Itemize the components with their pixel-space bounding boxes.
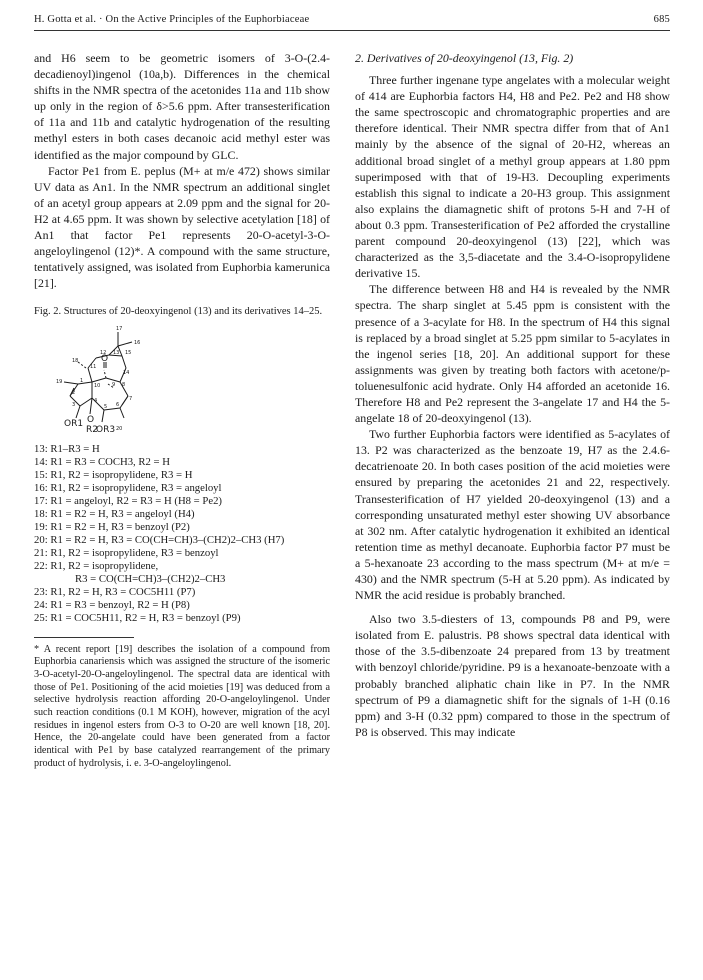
atom-label: 17 (116, 326, 123, 333)
left-column (34, 50, 330, 771)
definition-row: 18: R1 = R2 = H, R3 = angeloyl (H4) (34, 507, 195, 520)
paragraph: Also two 3.5-diesters of 13, compounds P8 and P9, were isolated from E. palustris. P8 shows spectral data identical with those of the 3.5-dibenzoate 24 prepared from 13 by treatment with benzoyl chloride/pyridine. P9 is a hexanoate-benzoate with a probably branched aliphatic chain like in P7. In the NMR spectrum of P9 a diamagnetic shift for the signals of 1-H (0.16 ppm) and 3-H (0.32 ppm) compared to those in the spectrum of P8 is observed. This may indicate (355, 612, 670, 739)
atom-label: 14 (123, 370, 130, 377)
definition-row: 19: R1 = R2 = H, R3 = benzoyl (P2) (34, 520, 190, 533)
atom-label: 11 (90, 364, 97, 371)
definition-row: 23: R1, R2 = H, R3 = COC5H11 (P7) (34, 585, 196, 598)
definition-row: 24: R1 = R3 = benzoyl, R2 = H (P8) (34, 598, 190, 611)
chemical-structure-figure (34, 322, 330, 438)
definition-row: R3 = CO(CH=CH)3–(CH2)2–CH3 (75, 572, 226, 585)
atom-label: 9 (112, 382, 116, 389)
atom-label: 2 (72, 390, 76, 397)
definition-row: 15: R1, R2 = isopropylidene, R3 = H (34, 468, 193, 481)
section-title: 2. Derivatives of 20-deoxyingenol (13, Fig. 2) (355, 51, 574, 65)
atom-label: 12 (100, 350, 107, 357)
atom-label: 15 (125, 350, 132, 357)
right-column (355, 50, 670, 740)
paragraph: The difference between H8 and H4 is revealed by the NMR spectra. The sharp singlet at 5.45 ppm is consistent with the presence of a 3-acylate for H8. In the spectrum of H4 this signal is replaced by a broad singlet at 5.25 ppm similar to 5-acylates in the ingenol series [18, 20]. An additional support for these assignments was given by treating both factors with acetone/p-toluenesulfonic acid hydrate. Only H4 afforded an acetonide 16. Therefore H8 and Pe2 represent the 3-angelate 17 and H4 the 5-angelate 18 of 20-deoxyingenol (13). (355, 282, 670, 426)
compound-definitions (34, 443, 330, 625)
footnote-rule (34, 637, 134, 638)
definition-row: 21: R1, R2 = isopropylidene, R3 = benzoyl (34, 546, 219, 559)
atom-label: 4 (94, 398, 98, 405)
page-number: 685 (653, 14, 670, 25)
paragraph: and H6 seem to be geometric isomers of 3-O-(2.4-decadienoyl)ingenol (10a,b). Differences in the chemical shifts in the NMR spectra of the acetonides 11a and 11b show up only in the region of δ>5.6 ppm. After transesterification of 11a and 11b and catalytic hydrogenation of the resulting methyl esters in both cases decanoic acid methyl ester was identified as the major compound by GLC. (34, 51, 330, 162)
atom-label: O (101, 354, 109, 365)
substituent-label: OR1 (64, 419, 84, 430)
structure-drawing (34, 322, 184, 434)
atom-label: 3 (72, 402, 76, 409)
atom-label: 6 (116, 402, 120, 409)
definition-row: 22: R1, R2 = isopropylidene, (34, 559, 159, 572)
footnote: * A recent report [19] describes the isolation of a compound from Euphorbia canariensis which was assigned the structure of the isomeric 3-O-acetyl-20-O-angeloylingenol. The spectral data are identical with those of Pe1. Positioning of the acid moieties [19] was deduced from a selective hydrolysis reaction affording 20-O-angeloylingenol. Under such reaction conditions (0.1 M KOH), however, migration of the acyl residues in ingenol esters from O-3 to O-20 are well known [18, 20]. Hence, the 20-angelate could have been generated from a factor identical with Pe1 by base catalyzed rearrangement of the primary product of hydrolysis, i. e. 3-O-angeloylingenol. (34, 643, 330, 769)
atom-label: 16 (134, 340, 141, 347)
atom-label: 7 (129, 396, 133, 403)
atom-label: 13 (113, 350, 120, 357)
figure-caption: Fig. 2. Structures of 20-deoxyingenol (13) and its derivatives 14–25. (34, 306, 323, 318)
substituent-label: OR3 (96, 425, 116, 435)
atom-label: 19 (56, 379, 63, 386)
paragraph: Three further ingenane type angelates with a molecular weight of 414 are Euphorbia factors H4, H8 and Pe2. Pe2 and H8 show the same spectroscopic and chromatographic properties and are therefore identical. Their NMR spectra differ from that of An1 mainly by the absence of the signal of 20-H2, whereas an additional broad singlet of a methyl group appears at 1.80 ppm superimposed with that of 19-H3. Decoupling experiments establish this signal to indicate a 20-H3 group. This assignment also explains the diamagnetic shift of protons 5-H and 7-H of about 0.3 ppm. Transesterification of Pe2 afforded the crystalline parent compound 20-deoxyingenol (13) [22], which was characterized as the 3,5-diacetate and the 3.4-O-isopropylidene derivative 15. (355, 73, 670, 281)
atom-label: 20 (116, 426, 123, 433)
atom-label: 10 (94, 383, 101, 390)
definition-row: 17: R1 = angeloyl, R2 = R3 = H (H8 = Pe2) (34, 494, 222, 507)
atom-label: 5 (104, 404, 108, 411)
paragraph: Factor Pe1 from E. peplus (M+ at m/e 472) shows similar UV data as An1. In the NMR spectrum an additional singlet of an acetyl group appears at 2.09 ppm and the signal for 20-H2 at 4.65 ppm. It was shown by selective acetylation [18] of An1 that factor Pe1 represents 20-O-acetyl-3-O-angeloylingenol (12)*. A compound with the same structure, tentatively assigned, was isolated from Euphorbia kamerunica [21]. (34, 163, 330, 291)
running-title: H. Gotta et al. · On the Active Principles of the Euphorbiaceae (34, 14, 310, 25)
definition-row: 14: R1 = R3 = COCH3, R2 = H (34, 455, 170, 468)
definition-row: 20: R1 = R2 = H, R3 = CO(CH=CH)3–(CH2)2–CH3 (H7) (34, 533, 285, 546)
running-header (34, 14, 670, 30)
substituent-label: O (87, 415, 95, 426)
header-rule (34, 30, 670, 31)
atom-label: 8 (122, 382, 126, 389)
atom-label: 18 (72, 358, 79, 365)
definition-row: 13: R1–R3 = H (34, 442, 100, 455)
definition-row: 16: R1, R2 = isopropylidene, R3 = angeloyl (34, 481, 222, 494)
atom-label: 1 (80, 378, 84, 385)
definition-row: 25: R1 = COC5H11, R2 = H, R3 = benzoyl (P9) (34, 611, 241, 624)
substituent-label: R2 (86, 425, 98, 435)
paragraph: Two further Euphorbia factors were identified as 5-acylates of 13. P2 was characterized as the benzoate 19, H7 as the 2.4.6-decatrienoate 20. In both cases position of the acid moieties were ensured by preparing the acetonides 21 and 22, respectively. Transesterification of H7 yielded 20-deoxyingenol (13) and a corresponding unsaturated methyl ester showing UV absorbance at 302 nm. After catalytic hydrogenation it exhibited an identical retention time as methyl decanoate. Euphorbia factor P7 must be a 5-hexanoate 23 according to the mass spectrum (M+ at m/e = 430) and the NMR spectrum (5-H at 5.20 ppm). As indicated by NMR the acid residue is probably branched. (355, 427, 670, 603)
